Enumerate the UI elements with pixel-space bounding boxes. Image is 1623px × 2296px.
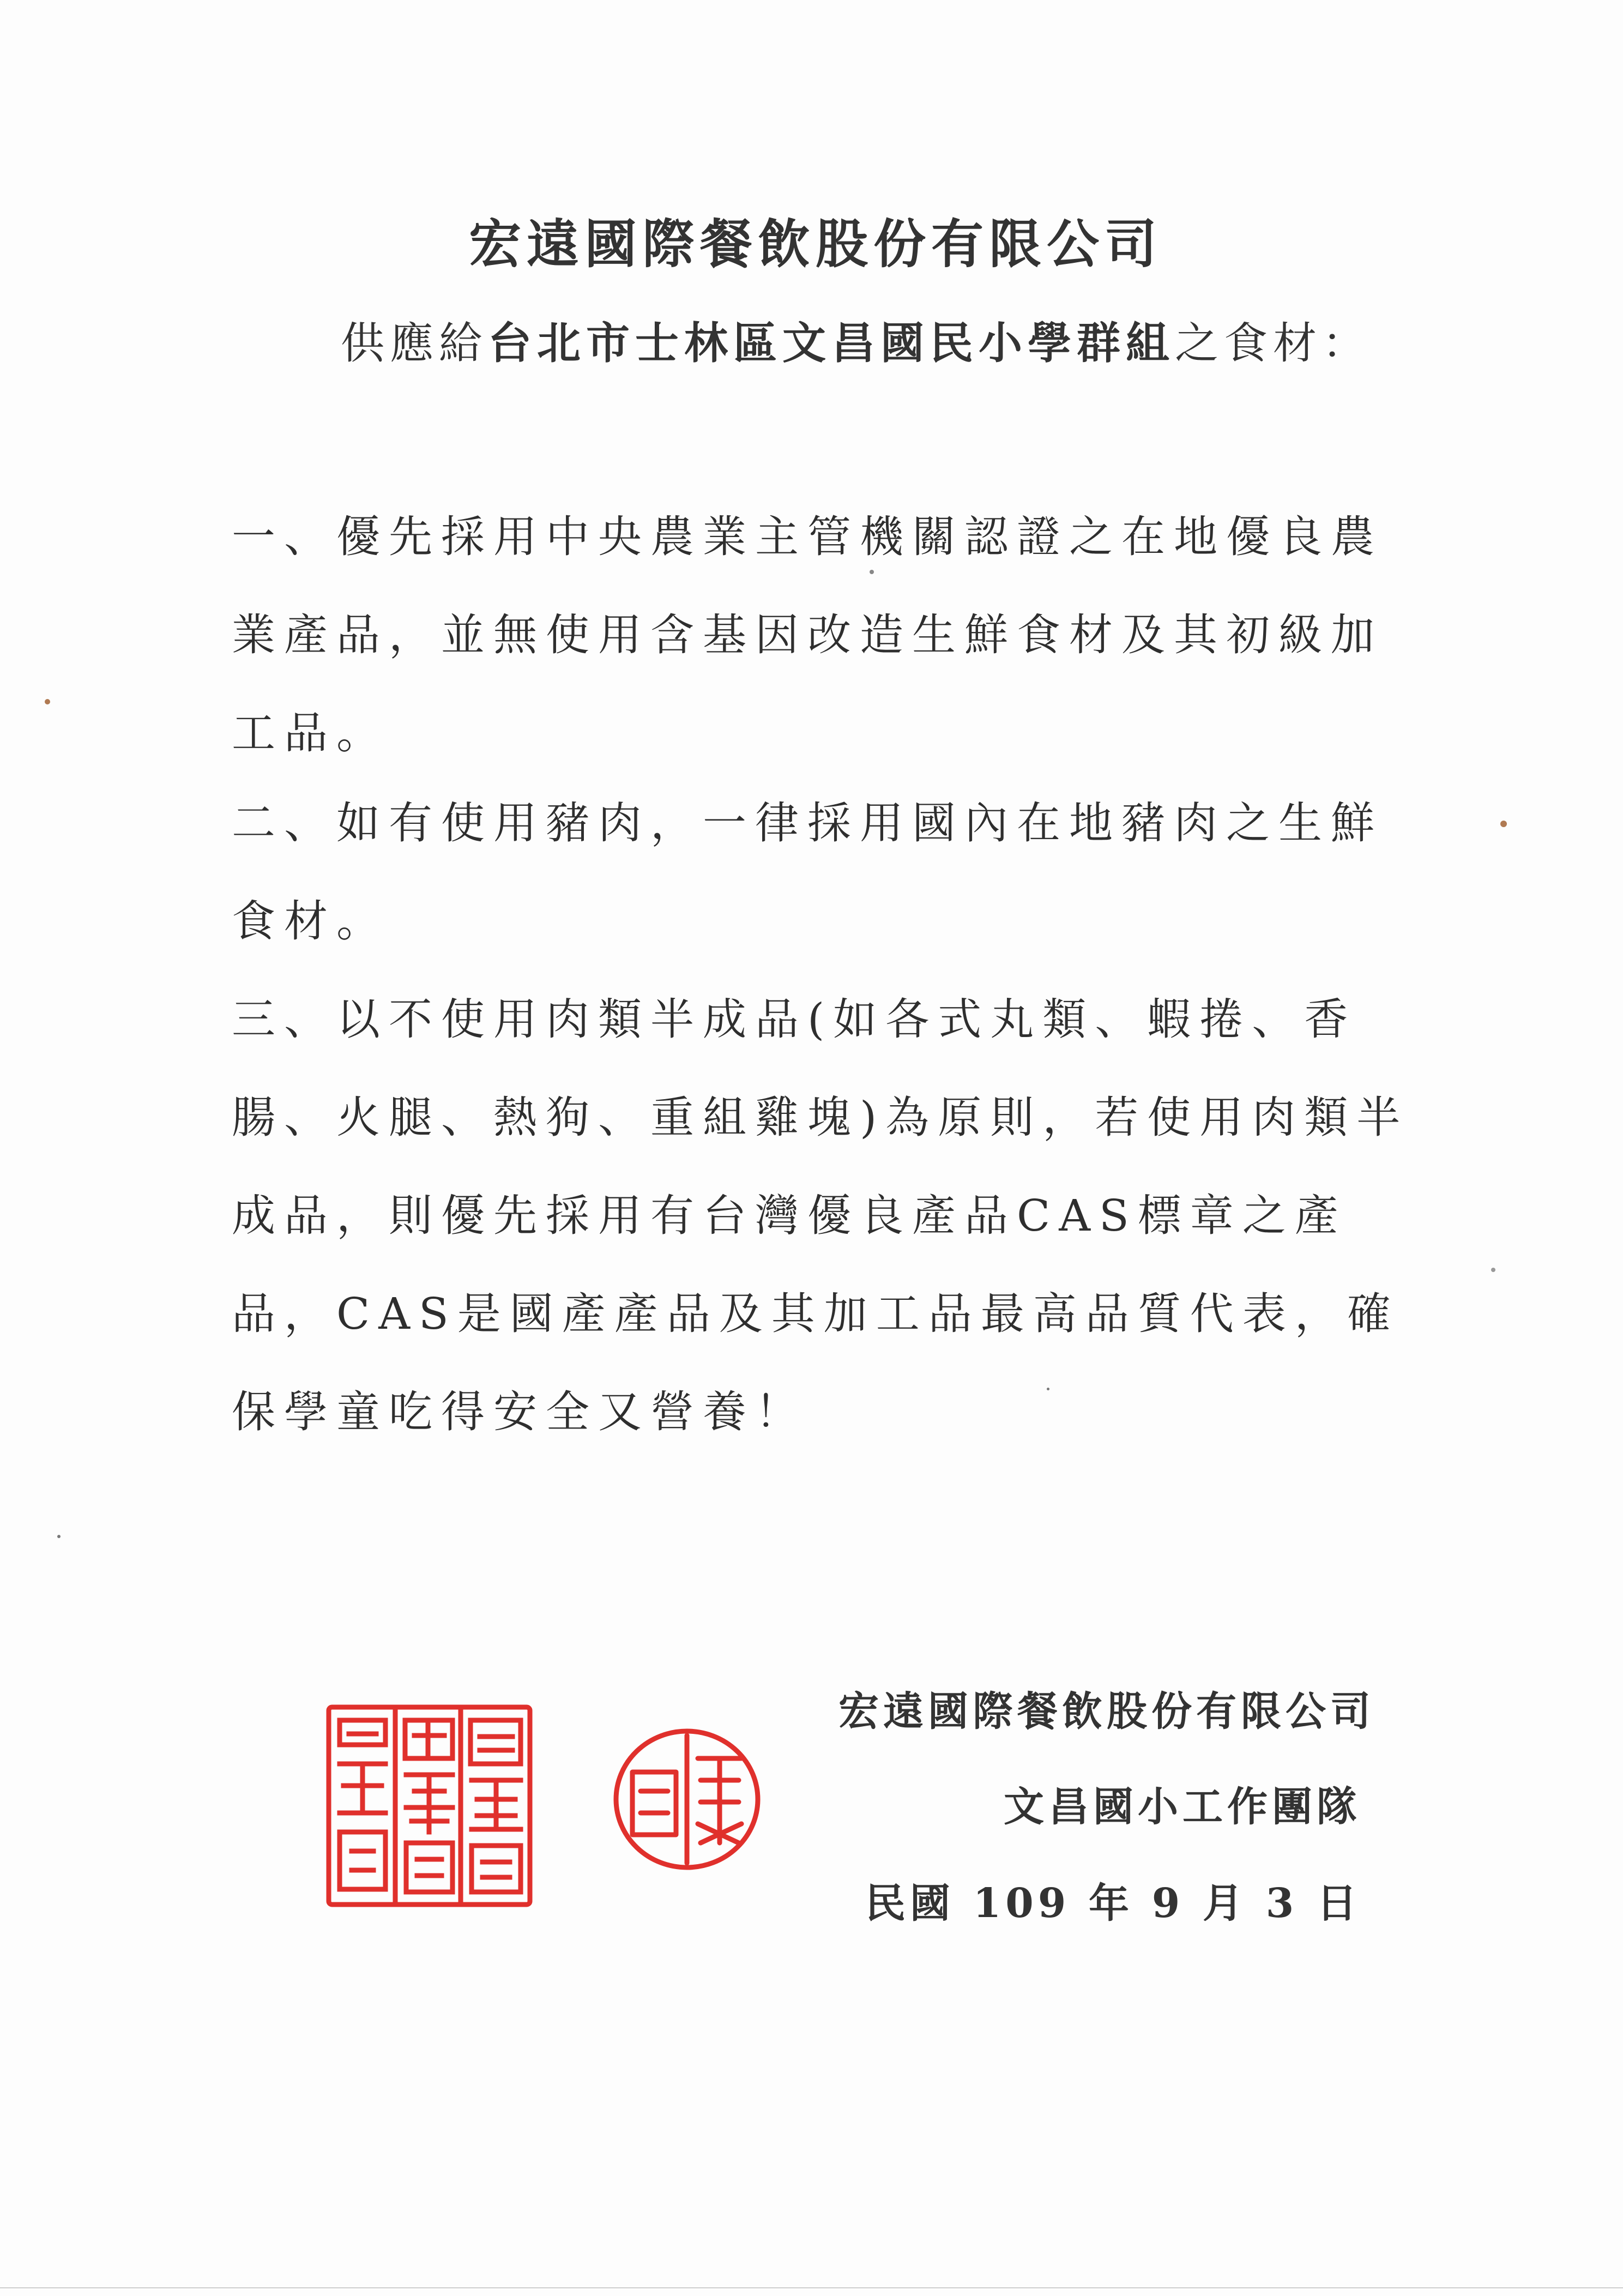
document-title: 宏遠國際餐飲股份有限公司 — [469, 213, 1162, 275]
company-seal — [324, 1704, 534, 1908]
subtitle-suffix: 之食材： — [1175, 318, 1371, 369]
signature-team: 文昌國小工作團隊 — [1004, 1783, 1361, 1830]
subtitle-prefix: 供應給 — [341, 318, 488, 369]
paragraph-1: 一、優先採用中央農業主管機關認證之在地優良農業產品，並無使用含基因改造生鮮食材及其初級加工品。 — [232, 511, 1383, 758]
paper-speck — [1047, 1388, 1049, 1390]
personal-seal — [611, 1726, 763, 1873]
paper-speck — [1491, 1268, 1495, 1272]
paper-speck — [870, 570, 874, 574]
paper-speck — [57, 1535, 61, 1538]
paper-speck — [45, 699, 50, 704]
subtitle-school: 台北市士林區文昌國民小學群組 — [488, 317, 1175, 369]
scan-edge — [0, 2287, 1623, 2288]
signature-date: 民國 109 年 9 月 3 日 — [865, 1880, 1361, 1927]
paragraph-3: 三、以不使用肉類半成品(如各式丸類、蝦捲、香腸、火腿、熱狗、重組雞塊)為原則，若使用肉類半成品，則優先採用有台灣優良產品CAS標章之產品，CAS是國產產品及其加工品最高品質代表，確保學童吃得安全又營養！ — [232, 994, 1409, 1437]
paragraph-2: 二、如有使用豬肉，一律採用國內在地豬肉之生鮮食材。 — [232, 798, 1383, 947]
paper-speck — [1500, 821, 1507, 827]
signature-company: 宏遠國際餐飲股份有限公司 — [838, 1688, 1375, 1735]
document-subtitle — [341, 308, 1371, 371]
